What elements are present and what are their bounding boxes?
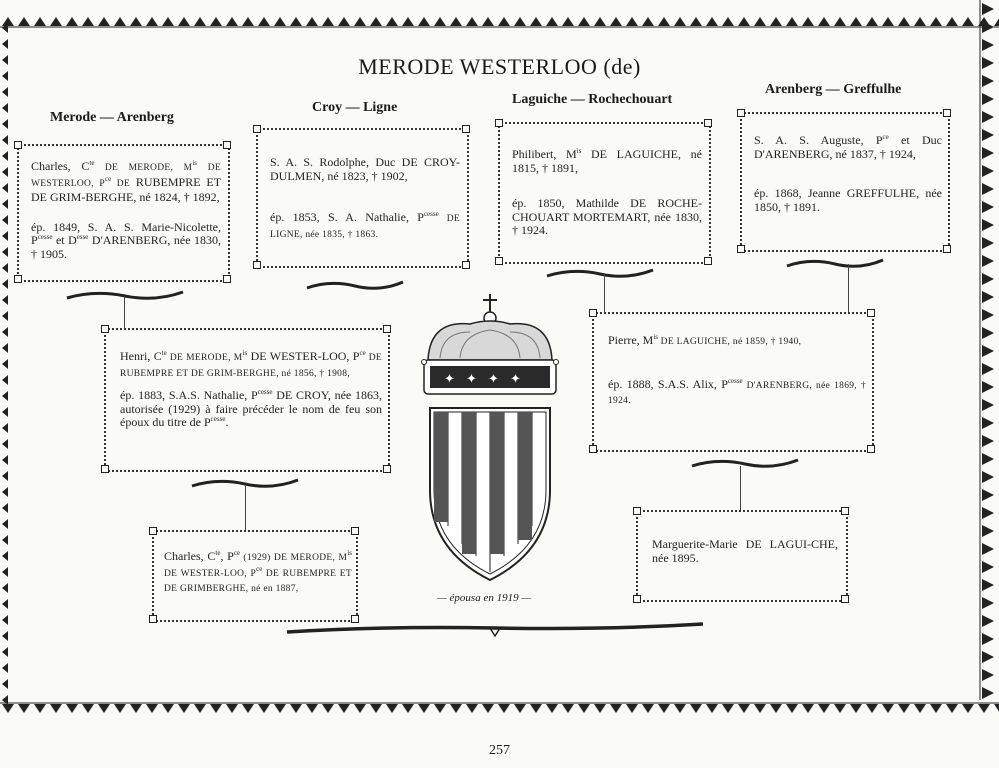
- box-corner: [14, 141, 22, 149]
- box-corner: [462, 125, 470, 133]
- lineage-connector: [740, 466, 741, 510]
- person-box-text: Marguerite-Marie DE LAGUI-CHE, née 1895.: [652, 537, 838, 565]
- coat-of-arms: [410, 290, 570, 590]
- lineage-connector: [604, 274, 605, 312]
- box-corner: [633, 595, 641, 603]
- box-corner: [737, 245, 745, 253]
- person-box-pierre: [592, 312, 874, 452]
- box-corner: [101, 465, 109, 473]
- right-border-ornament: [978, 0, 999, 700]
- person-box-charles-1824: [17, 144, 230, 282]
- person-box-text: S. A. S. Rodolphe, Duc DE CROY-DULMEN, né 1823, † 1902, ép. 1853, S. A. Nathalie, $P^{cesse}$ DE LIGNE, née 1835, † 1863.: [270, 155, 460, 240]
- marriage-note: — épousa en 1919 —: [437, 592, 532, 604]
- person-box-philibert: [498, 122, 711, 264]
- person-box-text: Henri, $C^{te}$ DE MERODE, $M^{is}$ DE WESTER-LOO, $P^{ce}$ DE RUBEMPRE ET DE GRIM-BERGHE, né 1856, † 1908, ép. 1883, S.A.S. Nathalie, $P^{cesse}$ DE CROY, née 1863, autorisée (1929) à faire précéder le nom de feu son époux du titre de $P^{cesse}$.: [120, 349, 383, 429]
- box-corner: [14, 275, 22, 283]
- box-corner: [149, 527, 157, 535]
- lineage-connector: [848, 264, 849, 312]
- person-box-rodolphe: [256, 128, 469, 268]
- box-corner: [704, 257, 712, 265]
- box-corner: [633, 507, 641, 515]
- person-box-marguerite: [636, 510, 848, 602]
- box-corner: [149, 615, 157, 623]
- box-corner: [943, 109, 951, 117]
- person-box-henri: [104, 328, 390, 472]
- left-border-ornament: [0, 20, 10, 710]
- box-corner: [589, 445, 597, 453]
- swash-ornament: [305, 278, 405, 294]
- box-corner: [101, 325, 109, 333]
- bottom-swash-ornament: [285, 620, 705, 640]
- top-border-ornament: [0, 14, 999, 28]
- box-corner: [223, 141, 231, 149]
- swash-ornament: [690, 456, 800, 472]
- box-corner: [841, 595, 849, 603]
- bottom-border-ornament: [0, 702, 999, 716]
- swash-ornament: [545, 266, 655, 282]
- person-box-text: Pierre, $M^{is}$ DE LAGUICHE, né 1859, † 1940, ép. 1888, S.A.S. Alix, $P^{cesse}$ D'ARENBERG, née 1869, † 1924.: [608, 333, 866, 406]
- box-corner: [495, 257, 503, 265]
- person-box-text: Charles, $C^{te}$ DE MERODE, $M^{is}$ DE WESTERLOO, $P^{ce}$ DE RUBEMPRE ET DE GRIM-BERGHE, né 1824, † 1892, ép. 1849, S. A. S. Marie-Nicolette, $P^{cesse}$ et $D^{esse}$ D'ARENBERG, née 1830, † 1905.: [31, 159, 222, 261]
- page-number: 257: [489, 743, 510, 758]
- family-header-merode-arenberg: Merode — Arenberg: [50, 110, 174, 125]
- svg-text:✦: ✦: [444, 372, 455, 387]
- box-corner: [737, 109, 745, 117]
- family-header-croy-ligne: Croy — Ligne: [312, 100, 398, 115]
- box-corner: [867, 309, 875, 317]
- box-corner: [253, 261, 261, 269]
- box-corner: [867, 445, 875, 453]
- svg-text:✦: ✦: [466, 372, 477, 387]
- box-corner: [383, 465, 391, 473]
- family-header-laguiche-rochechouart: Laguiche — Rochechouart: [512, 92, 673, 107]
- person-box-charles-1887: [152, 530, 358, 622]
- shield-icon: [430, 408, 550, 580]
- box-corner: [589, 309, 597, 317]
- box-corner: [704, 119, 712, 127]
- person-box-text: Philibert, $M^{is}$ DE LAGUICHE, né 1815, † 1891, ép. 1850, Mathilde DE ROCHE-CHOUART MORTEMART, née 1830, † 1924.: [512, 147, 702, 237]
- lineage-connector: [124, 296, 125, 328]
- person-box-text: S. A. S. Auguste, $P^{ce}$ et Duc D'ARENBERG, né 1837, † 1924, ép. 1868, Jeanne GREFFULHE, née 1850, † 1891.: [754, 133, 943, 214]
- box-corner: [841, 507, 849, 515]
- person-box-text: Charles, $C^{te}$, $P^{ce}$ (1929) DE MERODE, $M^{is}$ DE WESTER-LOO, $P^{ce}$ DE RUBEMPRE ET DE GRIMBERGHE, né en 1887,: [164, 549, 352, 594]
- box-corner: [383, 325, 391, 333]
- box-corner: [495, 119, 503, 127]
- box-corner: [351, 527, 359, 535]
- lineage-connector: [245, 486, 246, 530]
- page-title: MERODE WESTERLOO (de): [358, 54, 641, 79]
- person-box-auguste: [740, 112, 950, 252]
- box-corner: [943, 245, 951, 253]
- svg-text:✦: ✦: [488, 372, 499, 387]
- crown-icon: [422, 294, 559, 394]
- box-corner: [462, 261, 470, 269]
- box-corner: [253, 125, 261, 133]
- family-header-arenberg-greffulhe: Arenberg — Greffulhe: [765, 82, 902, 97]
- box-corner: [223, 275, 231, 283]
- swash-ornament: [785, 256, 885, 272]
- svg-text:✦: ✦: [510, 372, 521, 387]
- swash-ornament: [65, 288, 185, 304]
